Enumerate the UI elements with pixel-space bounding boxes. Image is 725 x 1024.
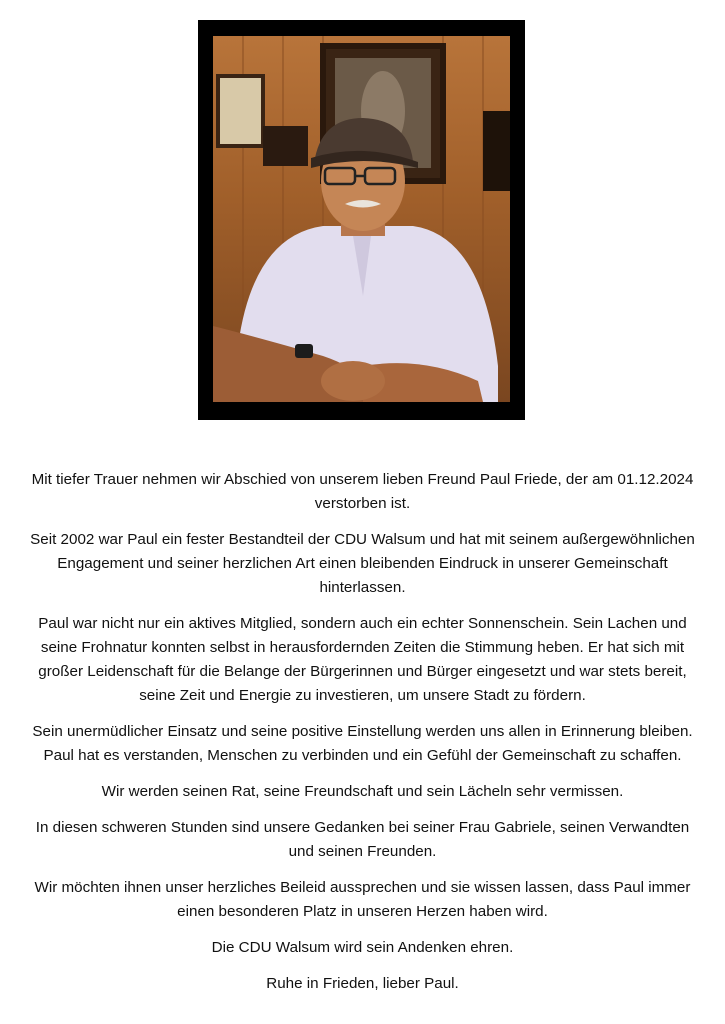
paragraph-legacy: Sein unermüdlicher Einsatz und seine positive Einstellung werden uns allen in Erinnerung bleiben. Paul hat es verstanden, Menschen zu verbinden und ein Gefühl der Gemeinschaft zu schaffen. <box>32 723 693 764</box>
paragraph-character: Paul war nicht nur ein aktives Mitglied, sondern auch ein echter Sonnenschein. Sein Lachen und seine Frohnatur konnten selbst in herausfordernden Zeiten die Stimmung heben. Er hat sich mit großer Leidenschaft für die Belange der Bürgerinnen und Bürger eingesetzt und war stets bereit, seine Zeit und Energie zu investieren, um unsere Stadt zu fördern. <box>38 615 687 704</box>
portrait-illustration <box>213 36 510 402</box>
paragraph-membership: Seit 2002 war Paul ein fester Bestandteil der CDU Walsum und hat mit seinem außergewöhnlichen Engagement und seiner herzlichen Art einen bleibenden Eindruck in unserer Gemeinschaft hinterlassen. <box>30 531 695 596</box>
obituary-text <box>22 468 703 1008</box>
paragraph-condolences: Wir möchten ihnen unser herzliches Beileid aussprechen und sie wissen lassen, dass Paul immer einen besonderen Platz in unseren Herzen haben wird. <box>34 879 691 920</box>
paragraph-family: In diesen schweren Stunden sind unsere Gedanken bei seiner Frau Gabriele, seinen Verwandten und seinen Freunden. <box>35 819 690 860</box>
paragraph-honor: Die CDU Walsum wird sein Andenken ehren. <box>211 939 514 956</box>
paragraph-missing: Wir werden seinen Rat, seine Freundschaft und sein Lächeln sehr vermissen. <box>101 783 624 800</box>
paragraph-farewell: Ruhe in Frieden, lieber Paul. <box>266 975 459 992</box>
memorial-photo-frame <box>198 20 525 420</box>
paragraph-intro: Mit tiefer Trauer nehmen wir Abschied von unserem lieben Freund Paul Friede, der am 01.12.2024 verstorben ist. <box>31 471 694 512</box>
portrait-photo <box>213 36 510 402</box>
